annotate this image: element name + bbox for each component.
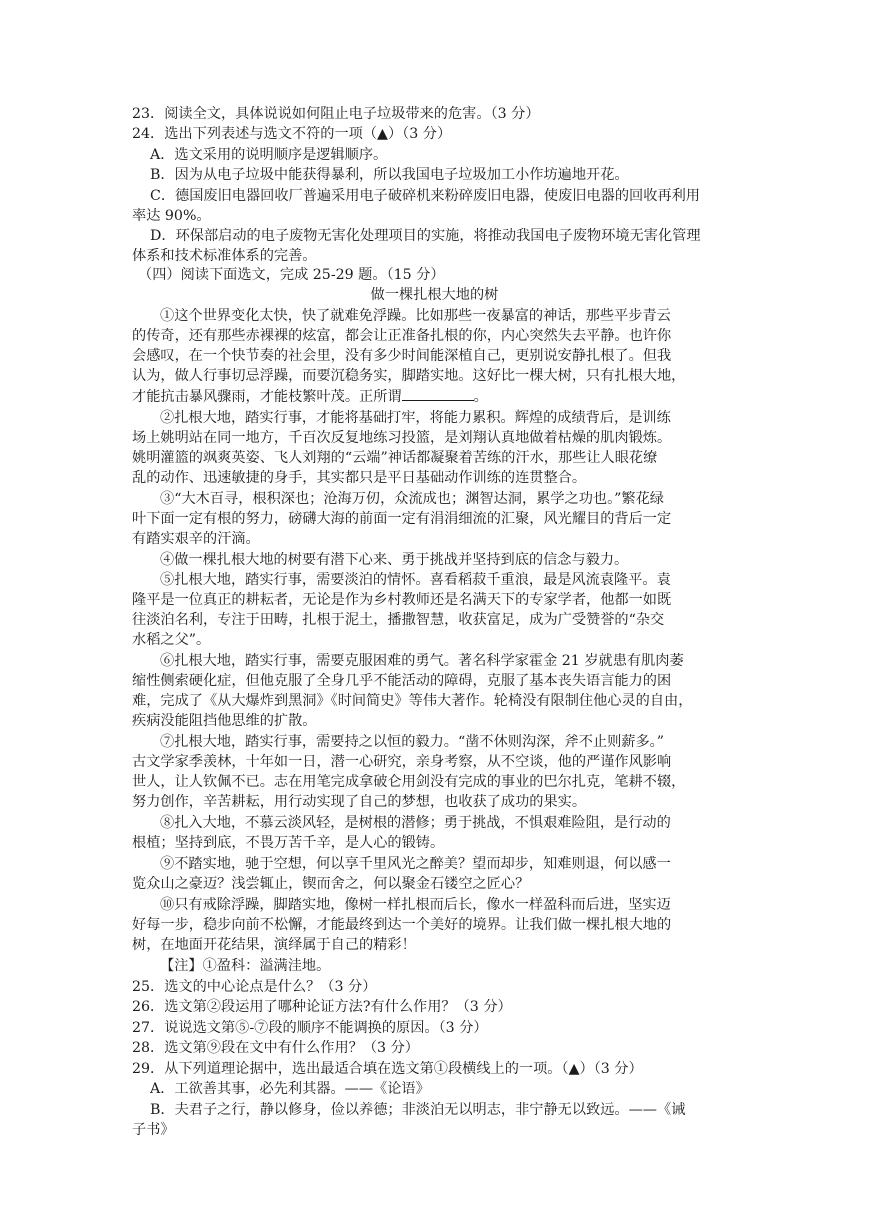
section-heading: （四）阅读下面选文，完成 25-29 题。（15 分） <box>138 267 445 283</box>
paragraph-1-period: 。 <box>473 389 488 405</box>
paragraph-2-line: ②扎根大地，踏实行事，才能将基础打牢，将能力累积。辉煌的成绩背后，是训练 <box>160 410 671 426</box>
paragraph-2-line: 姚明灌篮的飒爽英姿、飞人刘翔的“云端”神话都凝聚着苦练的汗水，那些让人眼花缭 <box>132 450 658 466</box>
paragraph-7-line: ⑦扎根大地，踏实行事，需要持之以恒的毅力。“凿不休则沟深，斧不止则薪多。” <box>160 734 664 750</box>
paragraph-2-line: 乱的动作、迅速敏捷的身手，其实都只是平日基础动作训练的连贯整合。 <box>132 470 587 486</box>
paragraph-8-line: 根植；坚持到底，不畏万苦千辛，是人心的锻铸。 <box>132 835 445 851</box>
paragraph-7-line: 古文学家季羡林，十年如一日，潜一心研究，亲身考察，从不空谈，他的严谨作风影响 <box>132 754 672 770</box>
question-27: 27．说说选文第⑤-⑦段的顺序不能调换的原因。（3 分） <box>132 1020 488 1036</box>
paragraph-10-line: ⑩只有戒除浮躁，脚踏实地，像树一样扎根而后长，像水一样盈科而后进，坚实迈 <box>160 897 671 913</box>
paragraph-1-line: ①这个世界变化太快，快了就难免浮躁。比如那些一夜暴富的神话，那些平步青云 <box>160 308 671 324</box>
paragraph-1-text: 才能抗击暴风骤雨，才能枝繁叶茂。正所谓 <box>132 389 402 405</box>
paragraph-4-line: ④做一棵扎根大地的树要有潜下心来、勇于挑战并坚持到底的信念与毅力。 <box>160 552 629 568</box>
paragraph-5-line: ⑤扎根大地，踏实行事，需要淡泊的情怀。喜看稻菽千重浪，最是风流袁隆平。袁 <box>160 572 671 588</box>
paragraph-1-last-line <box>132 386 488 407</box>
paragraph-10-line: 好每一步，稳步向前不松懈，才能最终到达一个美好的境界。让我们做一棵扎根大地的 <box>132 917 672 933</box>
paragraph-6-line: ⑥扎根大地，踏实行事，需要克服困难的勇气。著名科学家霍金 21 岁就患有肌肉萎 <box>160 653 684 669</box>
paragraph-1-line: 的传奇，还有那些赤裸裸的炫富，都会让正准备扎根的你，内心突然失去平静。也许你 <box>132 328 672 344</box>
question-24-option-d-line1: D．环保部启动的电子废物无害化处理项目的实施，将推动我国电子废物环境无害化管理 <box>150 228 701 244</box>
paragraph-9-line: ⑨不踏实地，驰于空想，何以享千里风光之醉美？望而却步，知难则退，何以感一 <box>160 856 671 872</box>
paragraph-3-line: 叶下面一定有根的努力，磅礴大海的前面一定有涓涓细流的汇聚，风光耀目的背后一定 <box>132 511 672 527</box>
paragraph-2-line: 场上姚明站在同一地方，千百次反复地练习投篮，是刘翔认真地做着枯燥的肌肉锻炼。 <box>132 430 672 446</box>
question-24-option-c-line1: C．德国废旧电器回收厂普遍采用电子破碎机来粉碎废旧电器，使废旧电器的回收再利用 <box>150 188 700 204</box>
paragraph-6-line: 疾病没能阻挡他思维的扩散。 <box>132 713 317 729</box>
paragraph-5-line: 水稻之父”。 <box>132 632 211 648</box>
question-29-option-a: A．工欲善其事，必先利其器。——《论语》 <box>150 1081 430 1097</box>
paragraph-10-line: 树，在地面开花结果，演绎属于自己的精彩！ <box>132 937 416 953</box>
paragraph-6-line: 难，完成了《从大爆炸到黑洞》《时间简史》等伟大著作。轮椅没有限制住他心灵的自由， <box>132 693 693 709</box>
paragraph-5-line: 隆平是一位真正的耕耘者，无论是作为乡村教师还是名满天下的专家学者，他都一如既 <box>132 592 672 608</box>
question-23: 23．阅读全文，具体说说如何阻止电子垃圾带来的危害。（3 分） <box>132 106 540 122</box>
paragraph-3-line: ③“大木百寻，根积深也；沧海万仞，众流成也；渊智达洞，累学之功也。”繁花绿 <box>160 491 664 507</box>
article-title: 做一棵扎根大地的树 <box>370 287 499 303</box>
paragraph-6-line: 缩性侧索硬化症，但他克服了全身几乎不能活动的障碍，克服了基本丧失语言能力的困 <box>132 673 672 689</box>
paragraph-8-line: ⑧扎入大地，不慕云淡风轻，是树根的潜修；勇于挑战，不惧艰难险阻，是行动的 <box>160 815 671 831</box>
question-24-stem: 24．选出下列表述与选文不符的一项（▲）（3 分） <box>132 126 452 142</box>
paragraph-1-line: 会感叹，在一个快节奏的社会里，没有多少时间能深植自己，更别说安静扎根了。但我 <box>132 348 672 364</box>
paragraph-9-line: 览众山之豪迈？浅尝辄止，锲而舍之，何以聚金石镂空之匠心？ <box>132 876 530 892</box>
question-24-option-b: B．因为从电子垃圾中能获得暴利，所以我国电子垃圾加工小作坊遍地开花。 <box>150 167 629 183</box>
question-24-option-d-line2: 体系和技术标准体系的完善。 <box>132 248 317 264</box>
question-25: 25．选文的中心论点是什么？（3 分） <box>132 979 377 995</box>
question-24-option-c-line2: 率达 90%。 <box>132 208 211 224</box>
paragraph-7-line: 努力创作，辛苦耕耘，用行动实现了自己的梦想，也收获了成功的果实。 <box>132 794 587 810</box>
question-28: 28．选文第⑨段在文中有什么作用？（3 分） <box>132 1040 419 1056</box>
question-29-stem: 29．从下列道理论据中，选出最适合填在选文第①段横线上的一项。（▲）（3 分） <box>132 1061 643 1077</box>
paragraph-7-line: 世人，让人钦佩不已。志在用笔完成拿破仑用剑没有完成的事业的巴尔扎克，笔耕不辍， <box>132 774 686 790</box>
question-29-option-b-line2: 子书》 <box>132 1122 175 1138</box>
question-24-option-a: A．选文采用的说明顺序是逻辑顺序。 <box>150 147 388 163</box>
question-26: 26．选文第②段运用了哪种论证方法?有什么作用？（3 分） <box>132 999 512 1015</box>
annotation-note: 【注】①盈科：溢满洼地。 <box>160 958 331 974</box>
question-29-option-b-line1: B．夫君子之行，静以修身，俭以养德；非淡泊无以明志，非宁静无以致远。——《诫 <box>150 1102 686 1118</box>
paragraph-5-line: 往淡泊名利，专注于田畴，扎根于泥土，播撒智慧，收获富足，成为广受赞誉的“杂交 <box>132 612 665 628</box>
paragraph-1-line: 认为，做人行事切忌浮躁，而要沉稳务实，脚踏实地。这好比一棵大树，只有扎根大地， <box>132 368 686 384</box>
fill-in-blank <box>402 386 474 401</box>
paragraph-3-line: 有踏实艰辛的汗滴。 <box>132 531 260 547</box>
